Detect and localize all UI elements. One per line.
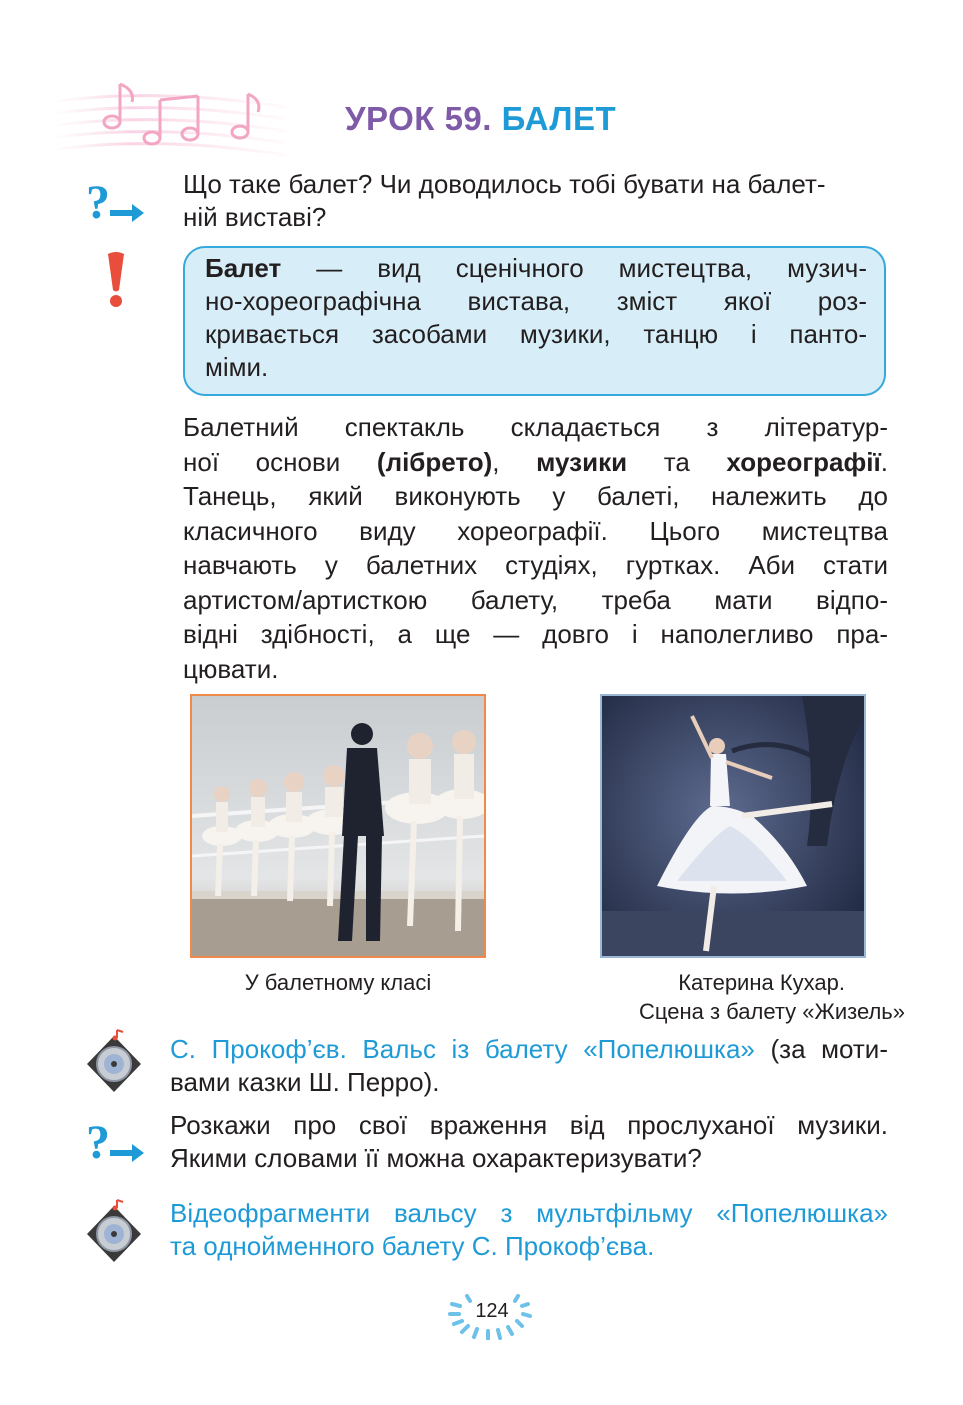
question-line: Якими словами її можна охарактеризувати? [170,1143,702,1173]
page-number-text: 124 [475,1300,509,1322]
body-text: . [880,446,889,477]
body-line: відні здібності, а ще — довго і наполегливо пра- [183,619,888,649]
definition-text [205,252,867,384]
photo-caption-giselle [560,968,905,1026]
definition-line: кривається засобами музики, танцю і панто- [205,319,867,349]
exclamation-icon [104,250,128,310]
cd-music-icon [83,1028,145,1096]
music-line: вами казки Ш. Перро). [170,1067,440,1097]
body-line: артистом/артисткою балету, треба мати відпо- [183,584,888,615]
body-line: Балетний спектакль складається з літератур- [183,412,888,442]
caption-line: Катерина Кухар. [678,970,845,995]
svg-text:?: ? [86,176,110,229]
caption-line: Сцена з балету «Жизель» [639,999,905,1024]
lesson-number: УРОК 59. [345,100,492,137]
video-fragments [170,1197,888,1263]
body-text: , [492,446,537,477]
definition-line: но-хореографічна вистава, зміст якої роз- [205,286,867,316]
body-paragraph [183,410,888,686]
bold-term-choreography: хореографії [726,446,881,477]
music-note: (за моти- [754,1034,888,1064]
cd-music-icon [83,1198,145,1266]
definition-term: Балет [205,253,282,283]
body-line: цювати. [183,653,279,684]
music-listening-1 [170,1033,888,1099]
body-line: Танець, який виконують у балеті, належить до [183,481,888,511]
bold-term-libretto: (лібрето) [376,446,493,477]
question-block-1 [183,168,888,234]
question-arrow-icon [84,172,148,236]
question-block-2 [170,1109,888,1175]
question-line: ній виставі? [183,202,327,232]
body-line [183,445,888,480]
definition-line: — вид сценічного мистецтва, музич- [281,253,867,283]
definition-line: міми. [205,352,269,382]
lesson-topic: БАЛЕТ [501,100,617,137]
body-text: ної основи [183,446,377,477]
question-line: Розкажи про свої враження від прослуханої музики. [170,1110,888,1140]
svg-text:?: ? [86,1116,110,1169]
giselle-scene-photo [600,694,866,958]
body-line: навчають у балетних студіях, гуртках. Аби стати [183,550,888,580]
page-title [345,100,616,138]
music-title-link: С. Прокоф’єв. Вальс із балету «Попелюшка» [170,1034,755,1064]
music-staff-decoration [40,62,290,172]
ballet-class-photo [190,694,486,958]
photo-caption-class: У балетному класі [244,970,432,995]
body-line: класичного виду хореографії. Цього мистецтва [183,515,888,546]
video-line: та однойменного балету С. Прокоф’єва. [170,1231,655,1261]
question-arrow-icon [84,1112,148,1176]
bold-term-music: музики [536,446,628,477]
question-line: Що таке балет? Чи доводилось тобі бувати на балет- [183,169,826,199]
page-number [442,1290,542,1340]
body-text: та [627,446,727,477]
video-line: Відеофрагменти вальсу з мультфільму «Попелюшка» [170,1198,888,1228]
